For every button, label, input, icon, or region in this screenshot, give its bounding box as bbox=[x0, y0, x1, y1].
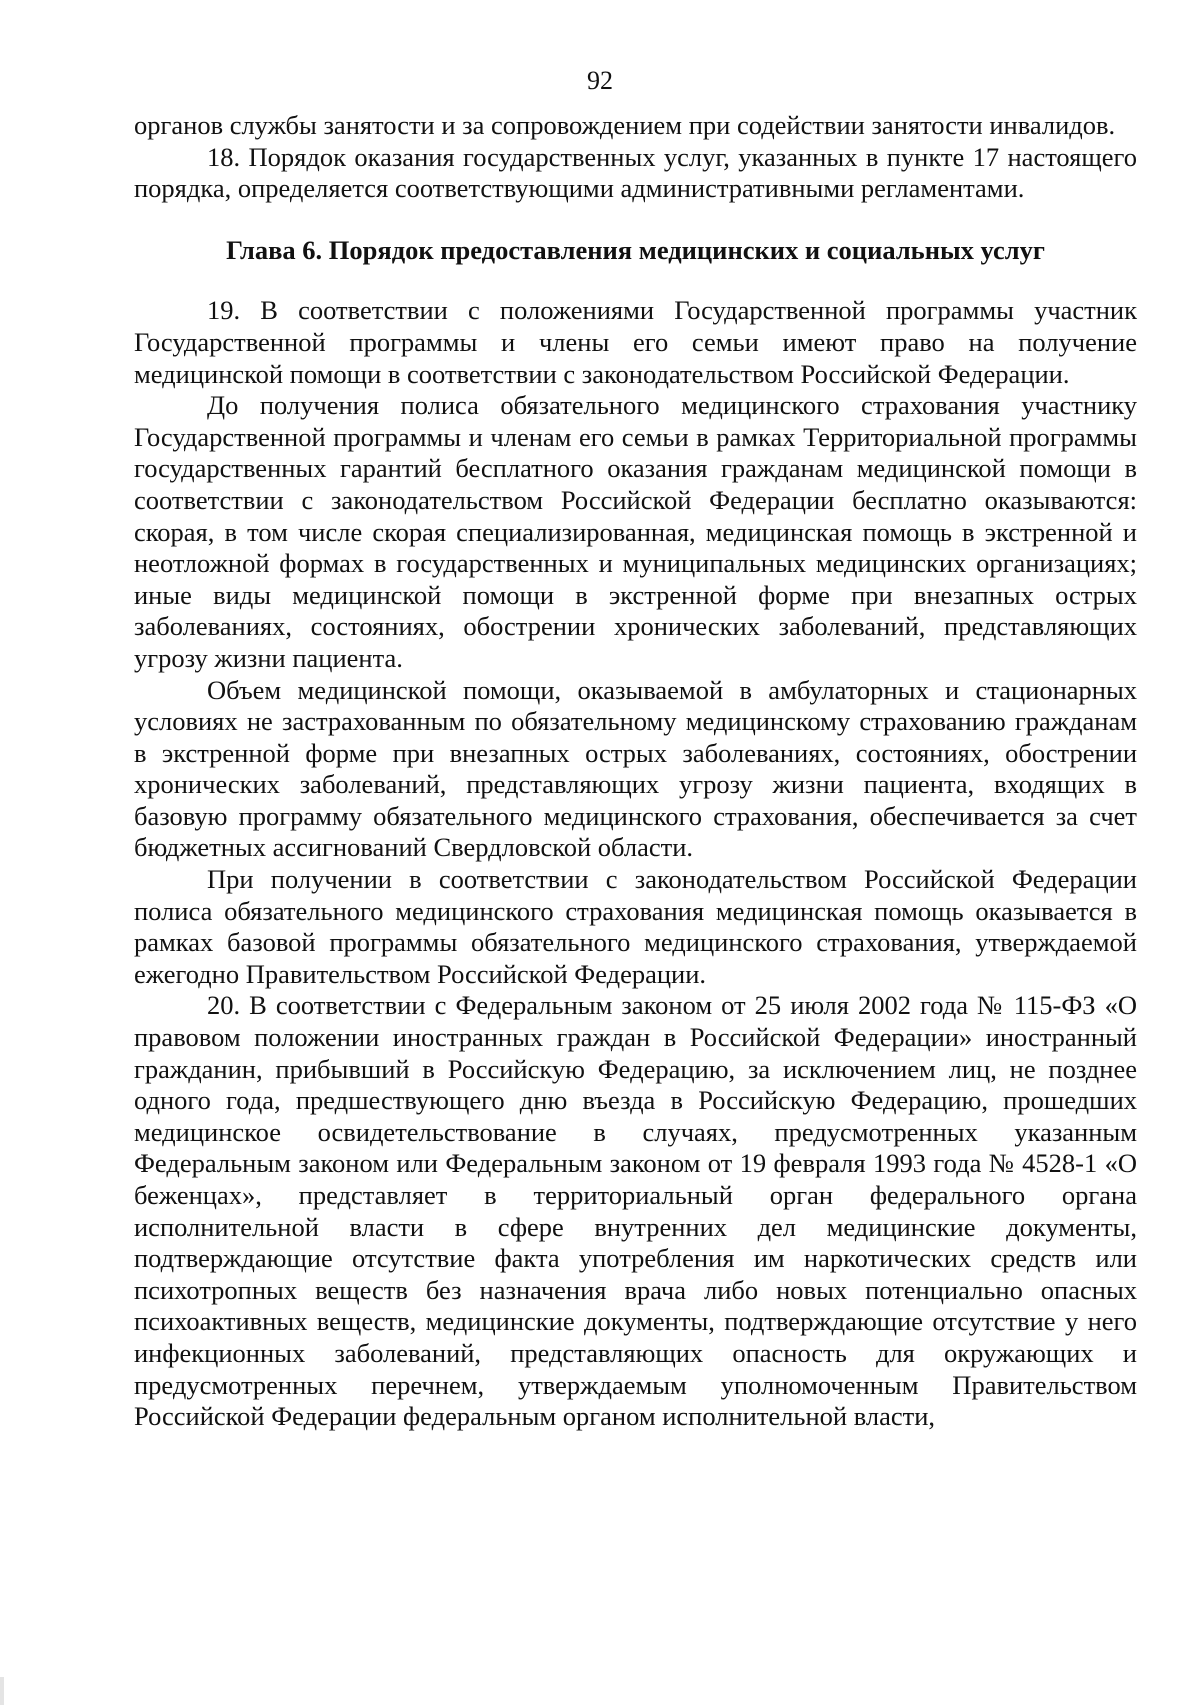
paragraph-item-20: 20. В соответствии с Федеральным законом от 25 июля 2002 года № 115-ФЗ «О правовом положении иностранных граждан в Российской Федерации» иностранный гражданин, прибывший в Российскую Федерацию, за исключением лиц, не позднее одного года, предшествующего дню въезда в Российскую Федерацию, прошедших медицинское освидетельствование в случаях, предусмотренных указанным Федеральным законом или Федеральным законом от 19 февраля 1993 года № 4528-1 «О беженцах», представляет в территориальный орган федерального органа исполнительной власти в сфере внутренних дел медицинские документы, подтверждающие отсутствие факта употребления им наркотических средств или психотропных веществ без назначения врача либо новых потенциально опасных психоактивных веществ, медицинские документы, подтверждающие отсутствие у него инфекционных заболеваний, представляющих опасность для окружающих и предусмотренных перечнем, утверждаемым уполномоченным Правительством Российской Федерации федеральным органом исполнительной власти, bbox=[134, 990, 1137, 1432]
paragraph-item-18: 18. Порядок оказания государственных услуг, указанных в пункте 17 настоящего порядка, определяется соответствующими административными регламентами. bbox=[134, 141, 1137, 204]
paragraph-continuation: органов службы занятости и за сопровождением при содействии занятости инвалидов. bbox=[134, 110, 1116, 140]
page-number: 92 bbox=[587, 66, 613, 95]
paragraph-after-policy: При получении в соответствии с законодательством Российской Федерации полиса обязательного медицинского страхования медицинская помощь оказывается в рамках базовой программы обязательного медицинского страхования, утверждаемой ежегодно Правительством Российской Федерации. bbox=[134, 864, 1137, 989]
paragraph-uninsured-care-volume: Объем медицинской помощи, оказываемой в амбулаторных и стационарных условиях не застрахованным по обязательному медицинскому страхованию гражданам в экстренной форме при внезапных острых заболеваниях, состояниях, обострении хронических заболеваний, представляющих угрозу жизни пациента, входящих в базовую программу обязательного медицинского страхования, обеспечивается за счет бюджетных ассигнований Свердловской области. bbox=[134, 674, 1137, 863]
document-body bbox=[134, 110, 1137, 1433]
paragraph-item-19: 19. В соответствии с положениями Государственной программы участник Государственной программы и члены его семьи имеют право на получение медицинской помощи в соответствии с законодательством Российской Федерации. bbox=[134, 295, 1137, 389]
scan-edge-mark bbox=[0, 1677, 4, 1705]
paragraph-insurance-before-policy: До получения полиса обязательного медицинского страхования участнику Государственной программы и членам его семьи в рамках Территориальной программы государственных гарантий бесплатного оказания гражданам медицинской помощи в соответствии с законодательством Российской Федерации бесплатно оказываются: скорая, в том числе скорая специализированная, медицинская помощь в экстренной и неотложной формах в государственных и муниципальных медицинских организациях; иные виды медицинской помощи в экстренной форме при внезапных острых заболеваниях, состояниях, обострении хронических заболеваний, представляющих угрозу жизни пациента. bbox=[134, 390, 1137, 673]
chapter-heading: Глава 6. Порядок предоставления медицинских и социальных услуг bbox=[226, 234, 1045, 265]
